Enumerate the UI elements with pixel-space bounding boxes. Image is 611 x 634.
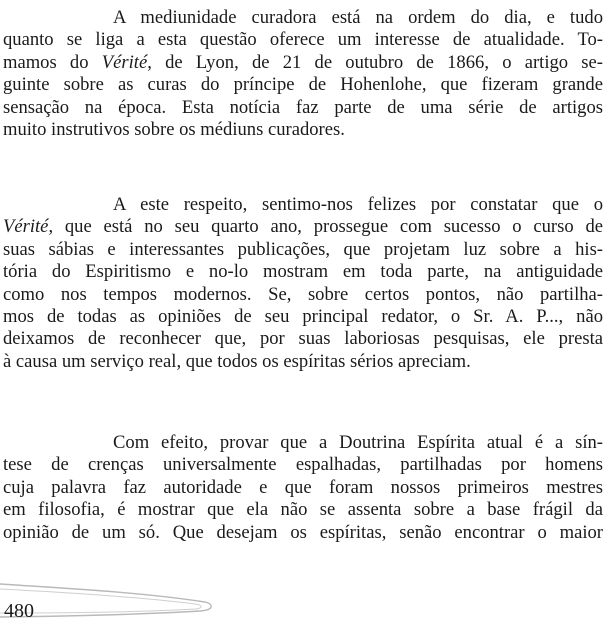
periodical-title: Vérité [101,51,148,73]
paragraph-line: sensação na época. Esta notícia faz parte de uma série de artigos [3,96,603,118]
paragraph-line: Vérité, que está no seu quarto ano, prossegue com sucesso o curso de [3,216,603,238]
paragraph-line: tória do Espiritismo e no-lo mostram em toda parte, na antiguidade [3,261,603,283]
paragraph-line: à causa um serviço real, que todos os espíritas sérios apreciam. [3,350,471,372]
paragraph-3 [3,432,603,544]
footer-swoosh-ornament [0,578,230,618]
paragraph-line: mamos do Vérité, de Lyon, de 21 de outubro de 1866, o artigo se- [3,51,603,73]
paragraph-line: muito instrutivos sobre os médiuns curadores. [3,118,345,140]
paragraph-1 [3,7,603,141]
page-number: 480 [4,600,34,622]
paragraph-line: quanto se liga a esta questão oferece um interesse de atualidade. To- [3,29,603,51]
paragraph-line: A este respeito, sentimo-nos felizes por constatar que o [113,194,603,215]
paragraph-line: deixamos de reconhecer que, por suas laboriosas pesquisas, ele presta [3,328,603,350]
paragraph-line: opinião de um só. Que desejam os espíritas, senão encontrar o maior [3,521,603,543]
paragraph-2 [3,194,603,373]
paragraph-line: em filosofia, é mostrar que ela não se assenta sobre a base frágil da [3,499,603,521]
periodical-title: Vérité [3,216,49,238]
paragraph-line: como nos tempos modernos. Se, sobre certos pontos, não partilha- [3,283,603,305]
paragraph-line: cuja palavra faz autoridade e que foram nossos primeiros mestres [3,476,603,498]
paragraph-line: Com efeito, provar que a Doutrina Espírita atual é a sín- [113,432,603,453]
paragraph-line: suas sábias e interessantes publicações, que projetam luz sobre a his- [3,238,603,260]
paragraph-line: mos de todas as opiniões de seu principal redator, o Sr. A. P..., não [3,305,603,327]
paragraph-line: tese de crenças universalmente espalhadas, partilhadas por homens [3,454,603,476]
paragraph-line: guinte sobre as curas do príncipe de Hohenlohe, que fizeram grande [3,74,603,96]
paragraph-line: A mediunidade curadora está na ordem do dia, e tudo [113,7,603,28]
